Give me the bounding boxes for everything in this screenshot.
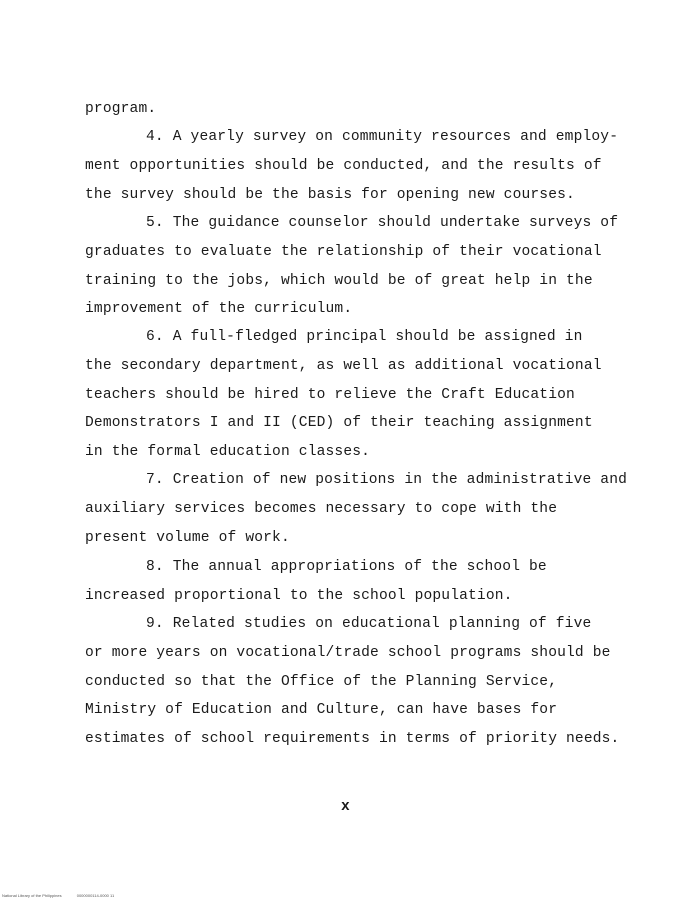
text-line: program. (85, 101, 157, 117)
text-line: training to the jobs, which would be of great help in the (85, 273, 593, 289)
text-line: teachers should be hired to relieve the Craft Education (85, 387, 575, 403)
item-6-line: 6. A full-fledged principal should be assigned in (146, 329, 583, 345)
text-line: improvement of the curriculum. (85, 301, 353, 317)
text-line: auxiliary services becomes necessary to cope with the (85, 501, 558, 517)
item-7-line: 7. Creation of new positions in the administrative and (146, 472, 628, 488)
item-8-line: 8. The annual appropriations of the school be (146, 559, 547, 575)
text-line: in the formal education classes. (85, 444, 371, 460)
scan-footer (2, 893, 128, 898)
text-line: or more years on vocational/trade school programs should be (85, 645, 611, 661)
item-9-line: 9. Related studies on educational planning of five (146, 616, 592, 632)
text-line: the secondary department, as well as additional vocational (85, 358, 602, 374)
text-line: ment opportunities should be conducted, and the results of (85, 158, 602, 174)
text-line: estimates of school requirements in terms of priority needs. (85, 731, 620, 747)
text-line: graduates to evaluate the relationship of their vocational (85, 244, 602, 260)
item-5-line: 5. The guidance counselor should undertake surveys of (146, 215, 619, 231)
text-line: the survey should be the basis for opening new courses. (85, 187, 575, 203)
text-line: present volume of work. (85, 530, 290, 546)
footer-code: 0000000114-0000 11 (76, 893, 115, 898)
text-line: increased proportional to the school population. (85, 588, 513, 604)
footer-library: National Library of the Philippines (2, 893, 62, 898)
text-line: Demonstrators I and II (CED) of their teaching assignment (85, 415, 593, 431)
item-4-line: 4. A yearly survey on community resources and employ- (146, 129, 619, 145)
text-line: conducted so that the Office of the Planning Service, (85, 674, 558, 690)
page-number: x (341, 799, 350, 815)
text-line: Ministry of Education and Culture, can have bases for (85, 702, 558, 718)
